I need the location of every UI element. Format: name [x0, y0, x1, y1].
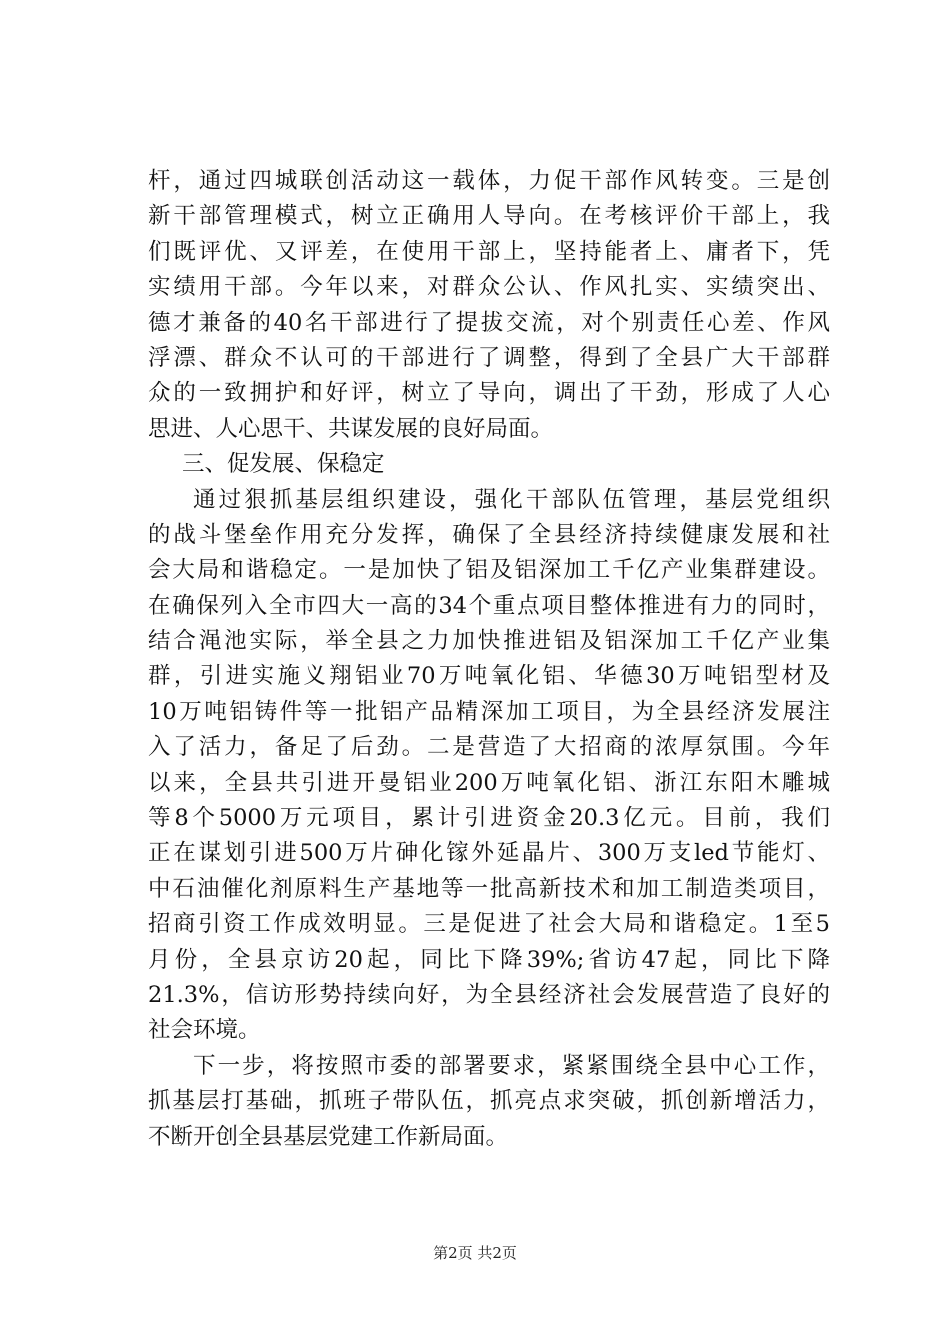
text-line: 入了活力，备足了后劲。二是营造了大招商的浓厚氛围。今年 — [148, 734, 830, 761]
text-line: 浮漂、群众不认可的干部进行了调整，得到了全县广大干部群 — [148, 344, 830, 371]
text-line: 等8个5000万元项目，累计引进资金20.3亿元。目前，我们 — [148, 805, 830, 832]
text-line: 实绩用干部。今年以来，对群众公认、作风扎实、实绩突出、 — [148, 274, 830, 301]
text-line: 月份，全县京访20起，同比下降39%;省访47起，同比下降 — [148, 946, 830, 973]
text-line: 会大局和谐稳定。一是加快了铝及铝深加工千亿产业集群建设。 — [148, 557, 830, 584]
text-line: 抓基层打基础，抓班子带队伍，抓亮点求突破，抓创新增活力， — [148, 1088, 830, 1115]
text-line: 的战斗堡垒作用充分发挥，确保了全县经济持续健康发展和社 — [148, 521, 830, 548]
text-line: 中石油催化剂原料生产基地等一批高新技术和加工制造类项目， — [148, 875, 830, 902]
text-line: 下一步，将按照市委的部署要求，紧紧围绕全县中心工作， — [193, 1052, 830, 1079]
text-line: 以来，全县共引进开曼铝业200万吨氧化铝、浙江东阳木雕城 — [148, 769, 830, 796]
text-line: 10万吨铝铸件等一批铝产品精深加工项目，为全县经济发展注 — [148, 698, 830, 725]
paragraph-next-steps — [148, 1049, 830, 1155]
paragraph-development-stability — [148, 483, 830, 1049]
paragraph-cadre-management — [148, 164, 830, 447]
section-heading: 三、促发展、保稳定 — [182, 451, 385, 478]
text-line: 杆，通过四城联创活动这一载体，力促干部作风转变。三是创 — [148, 168, 830, 194]
page-number-footer: 第2页 共2页 — [433, 1244, 517, 1262]
text-line: 们既评优、又评差，在使用干部上，坚持能者上、庸者下，凭 — [148, 238, 830, 265]
document-body — [148, 164, 830, 1155]
text-line: 社会环境。 — [148, 1017, 261, 1044]
text-line: 群，引进实施义翔铝业70万吨氧化铝、华德30万吨铝型材及 — [148, 663, 830, 690]
text-line: 21.3%，信访形势持续向好，为全县经济社会发展营造了良好的 — [148, 981, 830, 1008]
text-line: 在确保列入全市四大一高的34个重点项目整体推进有力的同时， — [148, 592, 830, 619]
text-line: 德才兼备的40名干部进行了提拔交流，对个别责任心差、作风 — [148, 309, 830, 336]
text-line: 思进、人心思干、共谋发展的良好局面。 — [148, 415, 554, 442]
text-line: 众的一致拥护和好评，树立了导向，调出了干劲，形成了人心 — [148, 380, 830, 407]
text-line: 招商引资工作成效明显。三是促进了社会大局和谐稳定。1至5 — [148, 911, 830, 938]
text-line: 正在谋划引进500万片砷化镓外延晶片、300万支led节能灯、 — [148, 840, 830, 867]
text-line: 通过狠抓基层组织建设，强化干部队伍管理，基层党组织 — [193, 486, 830, 513]
text-line: 结合渑池实际，举全县之力加快推进铝及铝深加工千亿产业集 — [148, 628, 830, 655]
text-line: 不断开创全县基层党建工作新局面。 — [148, 1123, 509, 1150]
text-line: 新干部管理模式，树立正确用人导向。在考核评价干部上，我 — [148, 203, 830, 230]
